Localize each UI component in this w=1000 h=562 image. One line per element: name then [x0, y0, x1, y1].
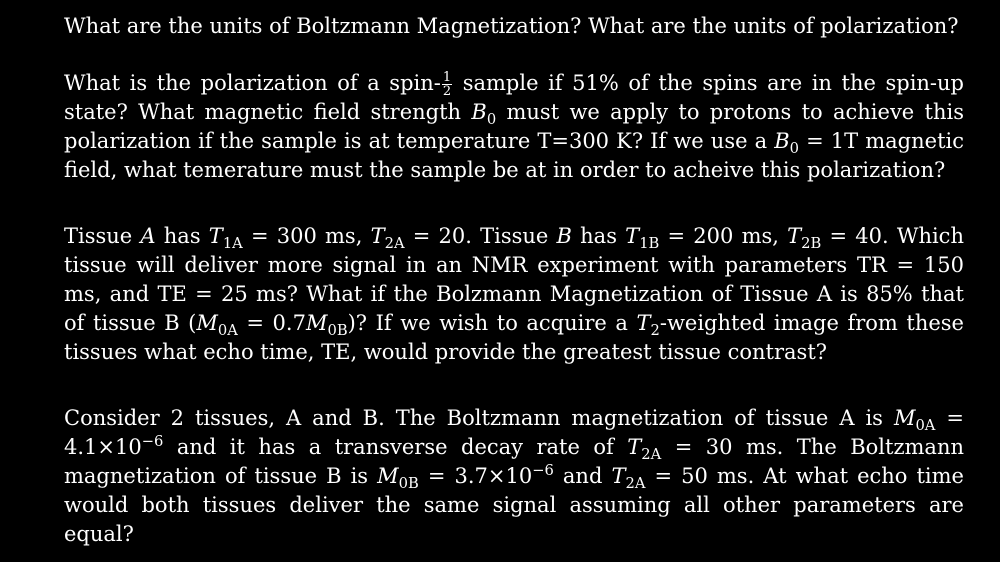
q3-text-j: -weighted image from these tissues what echo time, TE, would provide the greatest tissue contrast?	[64, 311, 964, 365]
tissue-a-symbol: A	[140, 224, 156, 249]
m0a-symbol: $M_{0A}$	[893, 406, 936, 435]
q2-text-a: What is the polarization of a spin-	[64, 71, 441, 95]
q2-text-d: = 1T magnetic field, what temerature must the sample be at in order to acheive this polarization?	[64, 129, 964, 183]
q2-text-b: sample if 51% of the spins are in the spin-up state? What magnetic field strength	[64, 71, 964, 125]
q4-text-a: Consider 2 tissues, A and B. The Boltzmann magnetization of tissue A is	[64, 406, 894, 431]
q3-text-i: )? If we wish to acquire a	[347, 311, 637, 336]
m0b-symbol: $M_{0B}$	[377, 464, 419, 493]
m0b-symbol: $M_{0B}$	[305, 311, 348, 340]
t1b-symbol: $T_{1B}$	[625, 224, 660, 253]
q3-text-g: = 40. Which tissue will deliver more signal in an NMR experiment with parameters TR = 150 ms, and TE = 25 ms? What if the Bolzmann Magnetization of Tissue A is 85% that of tissue B (	[64, 224, 964, 336]
t1a-symbol: $T_{1A}$	[208, 224, 243, 253]
exponent-a: −6	[141, 432, 164, 450]
t2a-symbol: $T_{2A}$	[627, 435, 662, 464]
question-2	[64, 69, 964, 185]
document-page	[64, 12, 964, 549]
t2-symbol: $T_2$	[636, 311, 660, 340]
q4-text-g: = 50 ms. At what echo time would both tissues deliver the same signal assuming all other parameters are equal?	[64, 464, 964, 547]
t2a-symbol-2: $T_{2A}$	[611, 464, 646, 493]
t2b-symbol: $T_{2B}$	[787, 224, 822, 253]
fraction-numerator: 1	[442, 69, 452, 85]
question-1	[64, 12, 964, 41]
q3-text-f: = 200 ms,	[659, 224, 788, 249]
q4-text-c: and it has a transverse decay rate of	[163, 435, 628, 460]
m0a-symbol: $M_{0A}$	[196, 311, 238, 340]
q4-text-e: = 3.7×10	[418, 464, 533, 489]
q2-text-c: must we apply to protons to achieve this polarization if the sample is at temperature T=300 K? If we use a	[64, 100, 964, 154]
b0-symbol: $B_0$	[471, 100, 497, 129]
q3-text-h: = 0.7	[237, 311, 306, 336]
question-3	[64, 222, 964, 367]
q3-text-c: = 300 ms,	[242, 224, 371, 249]
q3-text-e: has	[571, 224, 626, 249]
q3-text-a: Tissue	[64, 224, 141, 249]
q4-text-d: = 30 ms. The Boltzmann magnetization of tissue B is	[64, 435, 964, 489]
q4-text-b: = 4.1×10	[64, 406, 964, 460]
fraction-denominator: 2	[442, 84, 452, 99]
tissue-b-symbol: B	[556, 224, 572, 249]
q3-text-b: has	[155, 224, 209, 249]
question-4	[64, 404, 964, 549]
b0-symbol-2: $B_0$	[774, 129, 800, 158]
exponent-b: −6	[532, 461, 554, 479]
question-1-text: What are the units of Boltzmann Magnetization? What are the units of polarization?	[64, 14, 959, 38]
q3-text-d: = 20. Tissue	[404, 224, 557, 249]
fraction-one-half	[442, 71, 452, 98]
q4-text-f: and	[553, 464, 612, 489]
t2a-symbol: $T_{2A}$	[370, 224, 405, 253]
